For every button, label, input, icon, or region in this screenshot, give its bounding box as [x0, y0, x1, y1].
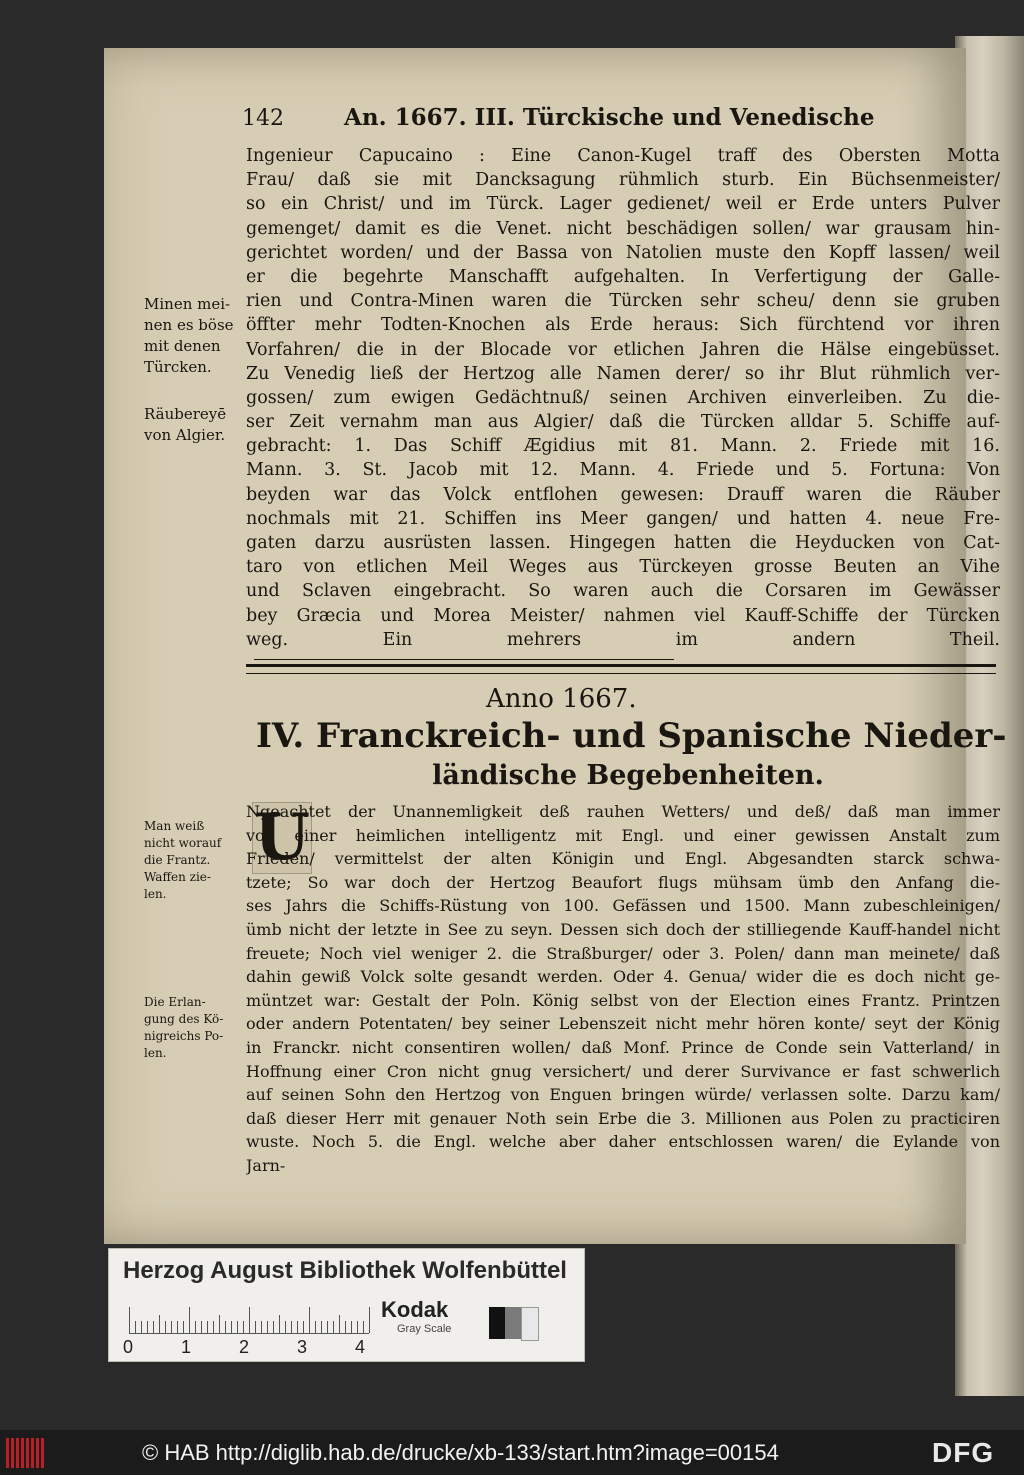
drop-cap-initial: U	[252, 802, 312, 874]
text-line: oder andern Potentaten/ bey seiner Lebenszeit nicht mehr hören konte/ seyt der König	[246, 1014, 1000, 1034]
book-page	[104, 48, 1007, 1244]
ruler-tick	[297, 1321, 298, 1333]
margin-note-raeuber: Räubereyē von Algier.	[144, 405, 227, 444]
scale-ruler	[129, 1305, 369, 1334]
text-line: taro von etlichen Meil Weges aus Türckeyen grosse Beuten an Vihe	[246, 557, 1000, 578]
text-line: so ein Christ/ und im Türck. Lager gedienet/ weil er Erde unters Pulver	[246, 194, 1000, 215]
text-line: nochmals mit 21. Schiffen ins Meer gangen/ und hatten 4. neue Fre-	[246, 508, 1000, 529]
ruler-tick	[219, 1315, 220, 1333]
ruler-number: 1	[181, 1337, 192, 1357]
text-line: gerichtet worden/ und der Bassa von Natolien muste den Kopff lassen/ weil	[246, 242, 1000, 263]
ruler-tick	[237, 1321, 238, 1333]
library-name: Herzog August Bibliothek Wolfenbüttel	[123, 1257, 567, 1284]
ruler-tick	[327, 1321, 328, 1333]
text-line: Jarn-	[246, 1155, 286, 1175]
text-line: und Sclaven eingebracht. So waren auch die Corsaren im Gewässer	[246, 581, 1000, 602]
ruler-tick	[153, 1321, 154, 1333]
text-line: beyden war das Volck entflohen gewesen: Drauff waren die Räuber	[246, 484, 1000, 505]
text-line: gebracht: 1. Das Schiff Ægidius mit 81. Mann. 2. Friede mit 16.	[246, 436, 1000, 457]
ruler-tick	[309, 1307, 310, 1333]
ruler-tick	[171, 1321, 172, 1333]
text-line: gemenget/ damit es die Venet. nicht beschädigen sollen/ war grausam hin-	[246, 218, 1000, 239]
text-line: Ingenieur Capucaino : Eine Canon-Kugel traff des Obersten Motta	[246, 146, 1000, 166]
body-text-block-2	[246, 800, 1000, 1178]
text-line: er die begehrte Manschafft aufgehalten. In Verfertigung der Galle-	[246, 266, 1000, 287]
ruler-tick	[201, 1321, 202, 1333]
text-line: gaten darzu ausrüsten lassen. Hingegen hatten die Heyducken von Cat-	[246, 533, 1000, 553]
ruler-tick	[333, 1321, 334, 1333]
ruler-tick	[357, 1321, 358, 1333]
gray-swatch-black	[489, 1307, 505, 1339]
text-line: Zu Venedig ließ der Hertzog alle Namen derer/ so ihr Blut rühmlich ver-	[246, 363, 1000, 384]
ruler-tick	[279, 1315, 280, 1333]
ruler-tick	[345, 1321, 346, 1333]
ruler-tick	[189, 1307, 190, 1333]
ruler-tick	[261, 1321, 262, 1333]
kodak-label: Kodak	[381, 1297, 449, 1322]
section-divider-rule	[246, 664, 996, 674]
ruler-tick	[285, 1321, 286, 1333]
text-line: Frieden/ vermittelst der alten Königin und Engl. Abgesandten starck schwa-	[246, 849, 1000, 869]
ruler-number: 4	[355, 1337, 366, 1357]
running-head-title: An. 1667. III. Türckische und Venedische	[344, 104, 875, 131]
ruler-tick	[369, 1307, 370, 1333]
gray-swatch-white	[521, 1307, 539, 1341]
hab-logo-icon	[6, 1438, 46, 1468]
kodak-gray-scale-label: Gray Scale	[397, 1323, 452, 1335]
ruler-tick	[225, 1321, 226, 1333]
text-line: tzete; So war doch der Hertzog Beaufort flugs mühsam ümb den Anfang die-	[246, 872, 1000, 892]
ruler-tick	[183, 1321, 184, 1333]
copyright-link[interactable]: © HAB http://diglib.hab.de/drucke/xb-133/start.htm?image=00154	[142, 1440, 779, 1465]
ruler-tick	[213, 1321, 214, 1333]
gray-swatch-mid	[505, 1307, 521, 1339]
ruler-number: 2	[239, 1337, 250, 1357]
page-number: 142	[242, 106, 284, 131]
ruler-tick	[363, 1321, 364, 1333]
ruler-tick	[177, 1321, 178, 1333]
ruler-tick	[267, 1321, 268, 1333]
margin-note-erlangung: Die Erlan- gung des Kö- nigreichs Po- len.	[144, 995, 224, 1060]
text-line: gossen/ zum ewigen Gedächtnuß/ seinen Archiven einverleiben. Zu die-	[246, 387, 1000, 408]
text-line: daß dieser Herr mit genauer Noth sein Erbe die 3. Millionen aus Polen zu practiciren	[246, 1108, 1000, 1128]
ruler-tick	[339, 1315, 340, 1333]
ruler-tick	[147, 1321, 148, 1333]
section-year: Anno 1667.	[486, 684, 637, 714]
dfg-logo: DFG	[932, 1437, 995, 1468]
ruler-tick	[249, 1307, 250, 1333]
text-line: rien und Contra-Minen waren die Türcken sehr scheu/ denn sie gruben	[246, 291, 1000, 312]
ruler-tick	[351, 1321, 352, 1333]
ruler-tick	[195, 1321, 196, 1333]
text-line: ses Jahrs die Schiffs-Rüstung von 100. Gefässen und 1500. Mann zubeschleinigen/	[246, 896, 1000, 916]
text-line: dahin gewiß Volck solte gesandt werden. Oder 4. Genua/ wider die es doch nicht ge-	[246, 967, 1000, 987]
text-line: wuste. Noch 5. die Engl. welche aber daher entschlossen waren/ die Eylande von	[246, 1132, 1000, 1152]
text-line: Mann. 3. St. Jacob mit 12. Mann. 4. Friede und 5. Fortuna: Von	[246, 460, 1000, 481]
running-head	[242, 104, 875, 138]
ruler-number: 3	[297, 1337, 308, 1357]
ruler-number: 0	[123, 1337, 134, 1357]
ruler-tick	[231, 1321, 232, 1333]
section-title-line-2: ländische Begebenheiten.	[432, 760, 824, 791]
ruler-tick	[141, 1321, 142, 1333]
text-line: ser Zeit vernahm man aus Algier/ daß die Türcken alldar 5. Schiffe auf-	[246, 412, 1000, 433]
margin-note-man-weiss: Man weiß nicht worauf die Frantz. Waffen zie- len.	[144, 819, 222, 901]
text-line: Ngeachtet der Unannemligkeit deß rauhen Wetters/ und deß/ daß man immer	[246, 802, 1000, 821]
ruler-tick	[129, 1307, 130, 1333]
ruler-tick	[255, 1321, 256, 1333]
text-line: in Franckr. nicht consentiren wollen/ daß Monf. Prince de Conde sein Vatterland/ in	[246, 1037, 1000, 1057]
text-line: auf seinen Sohn den Hertzog von Enguen bringen würde/ verlassen solte. Darzu kam/	[246, 1085, 1000, 1105]
ruler-tick	[159, 1315, 160, 1333]
margin-note-minen: Minen mei- nen es böse mit denen Türcken.	[144, 295, 234, 376]
ruler-tick	[315, 1321, 316, 1333]
text-line: Frau/ daß sie mit Dancksagung rühmlich sturb. Ein Büchsenmeister/	[246, 170, 1000, 191]
text-line: ümb nicht der letzte in See zu seyn. Dessen sich doch der stilliegende Kauff-handel nicht	[246, 919, 1000, 939]
ruler-tick	[207, 1321, 208, 1333]
footer-bar	[0, 1430, 1024, 1475]
ruler-tick	[165, 1321, 166, 1333]
text-line: freuete; Noch viel weniger 2. die Straßburger/ oder 3. Polen/ dann man meinete/ daß	[246, 943, 1000, 963]
text-line: von einer heimlichen intelligentz mit Engl. und einer gewissen Anstalt zum	[246, 825, 1000, 845]
text-line: bey Græcia und Morea Meister/ nahmen viel Kauff-Schiffe der Türcken	[246, 605, 1000, 626]
section-title-line-1: IV. Franckreich- und Spanische Nieder-	[256, 716, 1007, 756]
text-line: weg. Ein mehrers im andern Theil.	[246, 629, 1000, 650]
ruler-tick	[273, 1321, 274, 1333]
text-line: öffter mehr Todten-Knochen als Erde heraus: Sich fürchtend vor ihren	[246, 315, 1000, 336]
body-text-block-1	[246, 144, 1000, 652]
text-end-rule	[254, 659, 674, 660]
ruler-tick	[291, 1321, 292, 1333]
text-line: Vorfahren/ die in der Blocade vor etlichen Jahren die Hälse eingebüsset.	[246, 339, 1000, 360]
ruler-tick	[243, 1321, 244, 1333]
text-line: Hoffnung einer Cron nicht gnug versichert/ und derer Survivance er fast schwerlich	[246, 1061, 1000, 1081]
library-calibration-card	[108, 1248, 585, 1362]
ruler-tick	[303, 1321, 304, 1333]
text-line: müntzet war: Gestalt der Poln. König selbst von der Election eines Frantz. Printzen	[246, 990, 1000, 1010]
ruler-tick	[321, 1321, 322, 1333]
ruler-tick	[135, 1321, 136, 1333]
